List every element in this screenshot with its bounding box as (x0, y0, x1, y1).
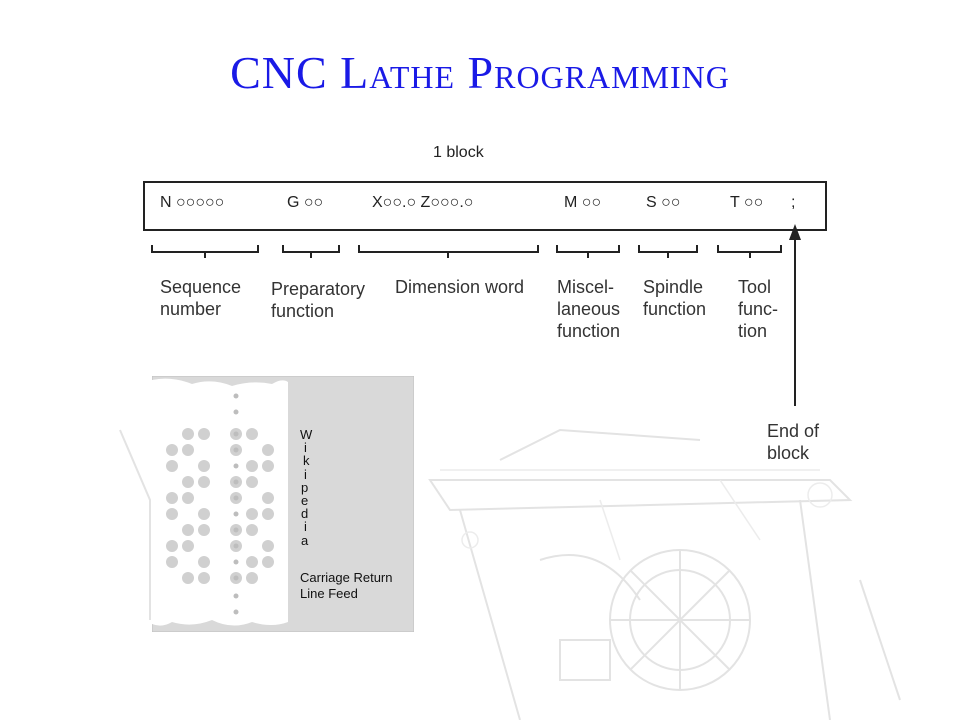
tape-hole (182, 476, 194, 488)
tape-carriage-return: Carriage Return (300, 570, 393, 585)
brace-spindle (639, 245, 697, 258)
code-spindle: S ○○ (646, 194, 681, 211)
tape-hole (198, 428, 210, 440)
tape-hole (182, 540, 194, 552)
caption-spindle-function: Spindle function (643, 277, 707, 319)
caption-preparatory-function: Preparatory function (271, 279, 366, 321)
tape-hole (198, 508, 210, 520)
tape-hole (198, 476, 210, 488)
code-dimension: X○○.○ Z○○○.○ (372, 194, 474, 211)
brace-preparatory (283, 245, 339, 258)
tape-hole (166, 508, 178, 520)
tape-hole (234, 544, 239, 549)
caption-tool-function: Tool func- tion (738, 277, 779, 341)
tape-hole (234, 448, 239, 453)
code-miscellaneous: M ○○ (564, 194, 602, 211)
tape-hole (246, 460, 258, 472)
tape-hole (234, 464, 239, 469)
tape-hole (262, 460, 274, 472)
caption-dimension-word: Dimension word (395, 277, 525, 297)
tape-hole (166, 556, 178, 568)
tape-hole (262, 508, 274, 520)
tape-hole (182, 492, 194, 504)
end-of-block-arrowhead (789, 224, 801, 240)
tape-hole (182, 428, 194, 440)
code-end-of-block: ; (791, 194, 796, 211)
tape-hole (182, 572, 194, 584)
tape-hole (246, 508, 258, 520)
code-preparatory: G ○○ (287, 194, 324, 211)
tape-hole (234, 394, 239, 399)
tape-hole (234, 560, 239, 565)
brace-sequence (152, 245, 258, 258)
tape-hole (182, 524, 194, 536)
tape-hole (262, 540, 274, 552)
page-title: CNC Lathe Programming (230, 47, 730, 98)
tape-hole (246, 428, 258, 440)
tape-hole (234, 610, 239, 615)
tape-hole (234, 496, 239, 501)
tape-hole (166, 540, 178, 552)
caption-miscellaneous-function: Miscel- laneous function (557, 277, 621, 341)
code-sequence: N ○○○○○ (160, 194, 225, 211)
tape-hole (234, 594, 239, 599)
tape-hole (166, 460, 178, 472)
tape-hole (262, 556, 274, 568)
tape-hole (234, 410, 239, 415)
tape-hole (198, 556, 210, 568)
tape-hole (246, 476, 258, 488)
tape-letters: W i k i p e d i a (300, 427, 313, 548)
tape-hole (246, 572, 258, 584)
tape-hole (262, 492, 274, 504)
tape-hole (246, 556, 258, 568)
tape-hole (246, 524, 258, 536)
tape-line-feed: Line Feed (300, 586, 358, 601)
tape-hole (198, 572, 210, 584)
tape-hole (166, 444, 178, 456)
block-label: 1 block (433, 144, 484, 161)
brace-dimension (359, 245, 538, 258)
punched-tape-image (152, 376, 414, 632)
tape-hole (234, 432, 239, 437)
tape-hole (166, 492, 178, 504)
tape-hole (198, 460, 210, 472)
code-tool: T ○○ (730, 194, 764, 211)
tape-hole (198, 524, 210, 536)
brace-miscellaneous (557, 245, 619, 258)
tape-hole (234, 512, 239, 517)
tape-hole (262, 444, 274, 456)
tape-hole (234, 528, 239, 533)
tape-hole (182, 444, 194, 456)
tape-holes (152, 379, 288, 626)
caption-sequence-number: Sequence number (160, 277, 242, 319)
tape-hole (234, 480, 239, 485)
brace-tool (718, 245, 781, 258)
caption-end-of-block: End of block (767, 421, 820, 463)
tape-hole (234, 576, 239, 581)
